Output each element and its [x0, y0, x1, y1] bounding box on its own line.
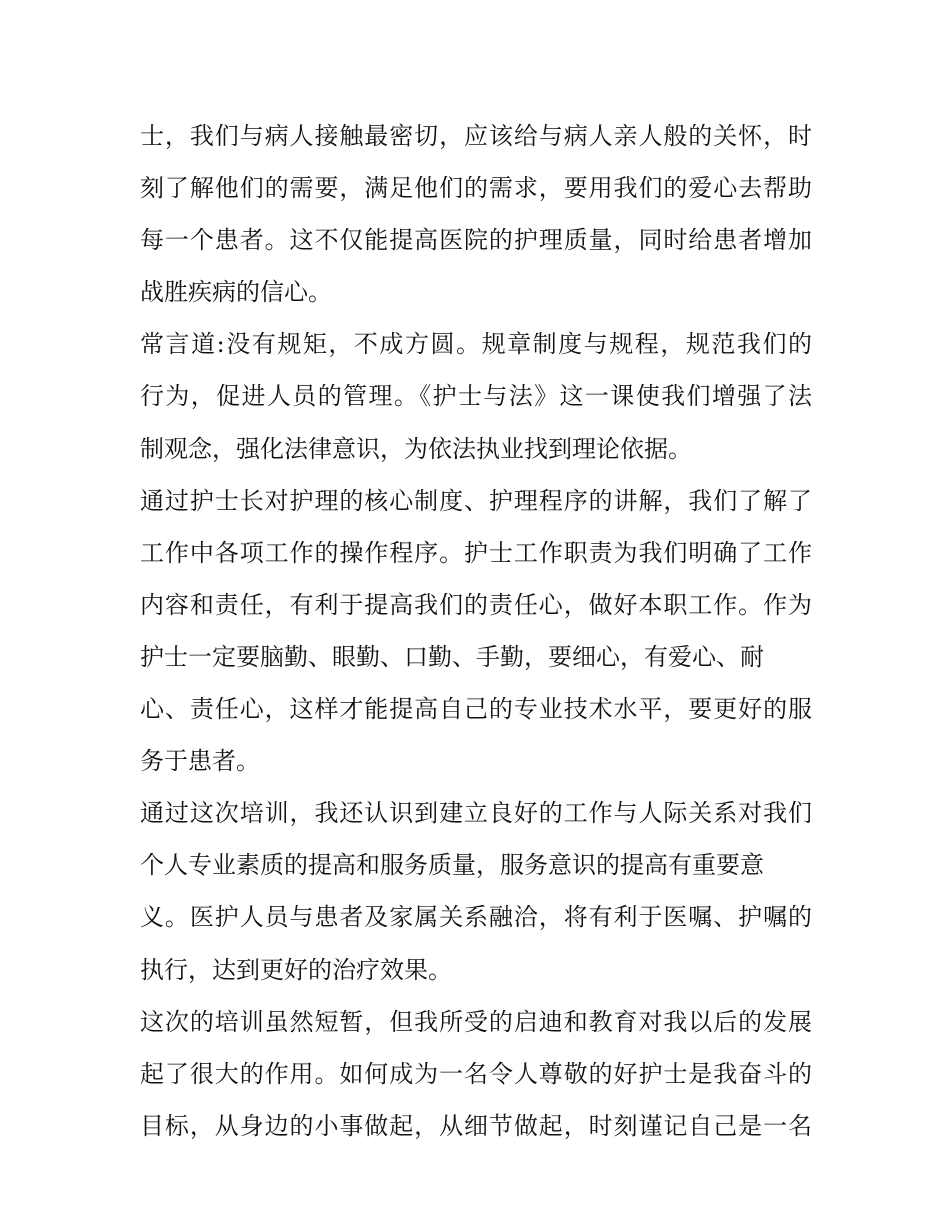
text-line: 士，我们与病人接触最密切，应该给与病人亲人般的关怀，时 [140, 122, 812, 150]
text-line: 每一个患者。这不仅能提高医院的护理质量，同时给患者增加 [140, 226, 812, 255]
text-line: 行为，促进人员的管理。《护士与法》这一课使我们增强了法 [140, 382, 812, 411]
text-line: 通过护士长对护理的核心制度、护理程序的讲解，我们了解了 [140, 486, 812, 515]
text-line: 执行，达到更好的治疗效果。 [140, 955, 452, 984]
text-line: 起了很大的作用。如何成为一名令人尊敬的好护士是我奋斗的 [140, 1059, 812, 1088]
text-line: 常言道:没有规矩，不成方圆。规章制度与规程，规范我们的 [140, 330, 812, 359]
text-line: 制观念，强化法律意识，为依法执业找到理论依据。 [140, 434, 692, 463]
document-body [140, 110, 812, 1152]
text-line: 心、责任心，这样才能提高自己的专业技术水平，要更好的服 [140, 695, 812, 724]
text-line: 通过这次培训，我还认识到建立良好的工作与人际关系对我们 [140, 799, 812, 828]
text-line: 目标，从身边的小事做起，从细节做起，时刻谨记自己是一名 [140, 1111, 812, 1140]
text-line: 务于患者。 [140, 747, 260, 776]
text-line: 义。医护人员与患者及家属关系融洽，将有利于医嘱、护嘱的 [140, 903, 812, 932]
text-line: 这次的培训虽然短暂，但我所受的启迪和教育对我以后的发展 [140, 1007, 812, 1036]
text-line: 战胜疾病的信心。 [140, 278, 332, 307]
text-line: 工作中各项工作的操作程序。护士工作职责为我们明确了工作 [140, 538, 812, 567]
text-line: 护士一定要脑勤、眼勤、口勤、手勤，要细心，有爱心、耐 [140, 642, 764, 671]
text-line: 内容和责任，有利于提高我们的责任心，做好本职工作。作为 [140, 590, 812, 619]
text-line: 刻了解他们的需要，满足他们的需求，要用我们的爱心去帮助 [140, 174, 812, 203]
text-line: 个人专业素质的提高和服务质量，服务意识的提高有重要意 [140, 851, 764, 880]
